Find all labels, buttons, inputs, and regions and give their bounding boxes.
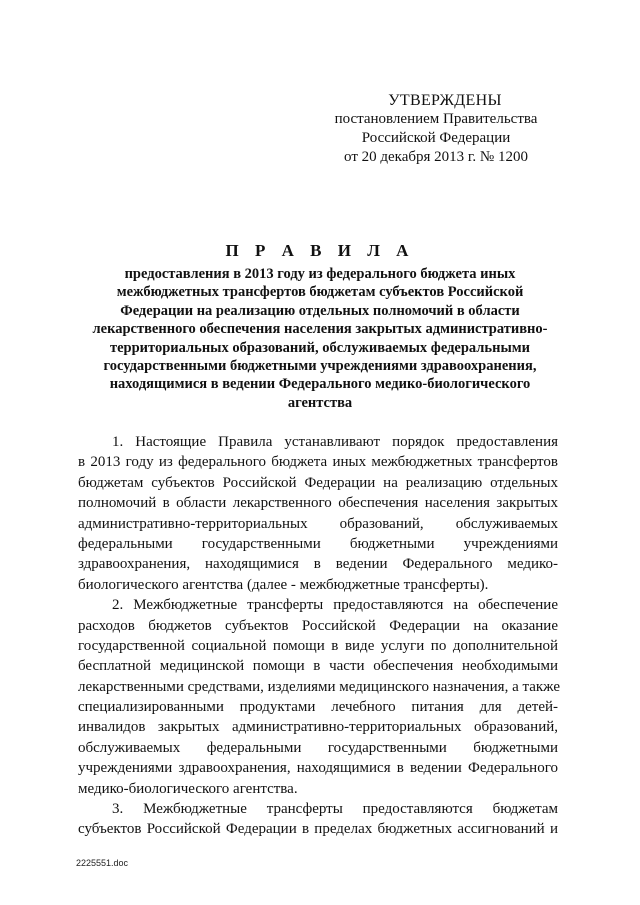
approval-line-2: Российской Федерации xyxy=(361,130,511,146)
file-code: 2225551.doc xyxy=(76,858,129,868)
subtitle-line: государственными бюджетными учреждениями здравоохранения, xyxy=(103,358,537,375)
document-body xyxy=(78,432,558,840)
body-line: здравоохранения, находящимися в ведении Федерального медико- xyxy=(78,556,558,573)
body-line: расходов бюджетов субъектов Российской Федерации на оказание xyxy=(78,617,558,634)
body-line: административно-территориальных образований, обслуживаемых xyxy=(78,515,558,532)
subtitle-line: межбюджетных трансфертов бюджетам субъектов Российской xyxy=(116,284,524,301)
subtitle-line: предоставления в 2013 году из федерального бюджета иных xyxy=(124,266,516,282)
body-line: полномочий в области лекарственного обеспечения населения закрытых xyxy=(78,495,558,512)
body-line: федеральными государственными бюджетными учреждениями xyxy=(78,535,558,552)
body-line: в 2013 году из федерального бюджета иных межбюджетных трансфертов xyxy=(78,454,558,471)
subtitle-line: лекарственного обеспечения населения закрытых административно- xyxy=(92,321,548,338)
subtitle-line: находящимися в ведении Федерального медико-биологического xyxy=(109,376,531,393)
body-line: учреждениями здравоохранения, находящимися в ведении Федерального xyxy=(78,760,558,777)
body-line: инвалидов закрытых административно-территориальных образований, xyxy=(78,719,558,736)
body-line: специализированными продуктами лечебного питания для детей- xyxy=(78,699,558,716)
body-line: медико-биологического агентства. xyxy=(78,780,298,797)
body-line: 2. Межбюджетные трансферты предоставляются на обеспечение xyxy=(112,597,558,614)
subtitle-line: агентства xyxy=(287,394,353,411)
approved-heading: УТВЕРЖДЕНЫ xyxy=(388,92,502,109)
body-line: лекарственными средствами, изделиями медицинского назначения, а также xyxy=(78,678,560,695)
body-line: обслуживаемых федеральными государственными бюджетными xyxy=(78,739,558,756)
body-line: бесплатной медицинской помощи в части обеспечения необходимыми xyxy=(78,658,558,675)
subtitle-line: Федерации на реализацию отдельных полномочий в области xyxy=(120,302,520,319)
title-heading: П Р А В И Л А xyxy=(225,241,415,260)
approval-line-1: постановлением Правительства xyxy=(334,111,538,127)
approval-stamp xyxy=(330,91,542,167)
body-line: биологического агентства (далее - межбюджетные трансферты). xyxy=(78,576,489,593)
body-line: 1. Настоящие Правила устанавливают порядок предоставления xyxy=(112,434,558,450)
approval-line-3: от 20 декабря 2013 г. № 1200 xyxy=(344,149,528,165)
subtitle-line: территориальных образований, обслуживаемых федеральными xyxy=(110,339,530,356)
body-line: 3. Межбюджетные трансферты предоставляются бюджетам xyxy=(112,801,558,818)
body-line: субъектов Российской Федерации в пределах бюджетных ассигнований и xyxy=(78,821,558,838)
body-line: бюджетам субъектов Российской Федерации на реализацию отдельных xyxy=(78,474,558,491)
body-line: государственной социальной помощи в виде услуги по дополнительной xyxy=(78,637,558,654)
document-title xyxy=(78,241,562,412)
